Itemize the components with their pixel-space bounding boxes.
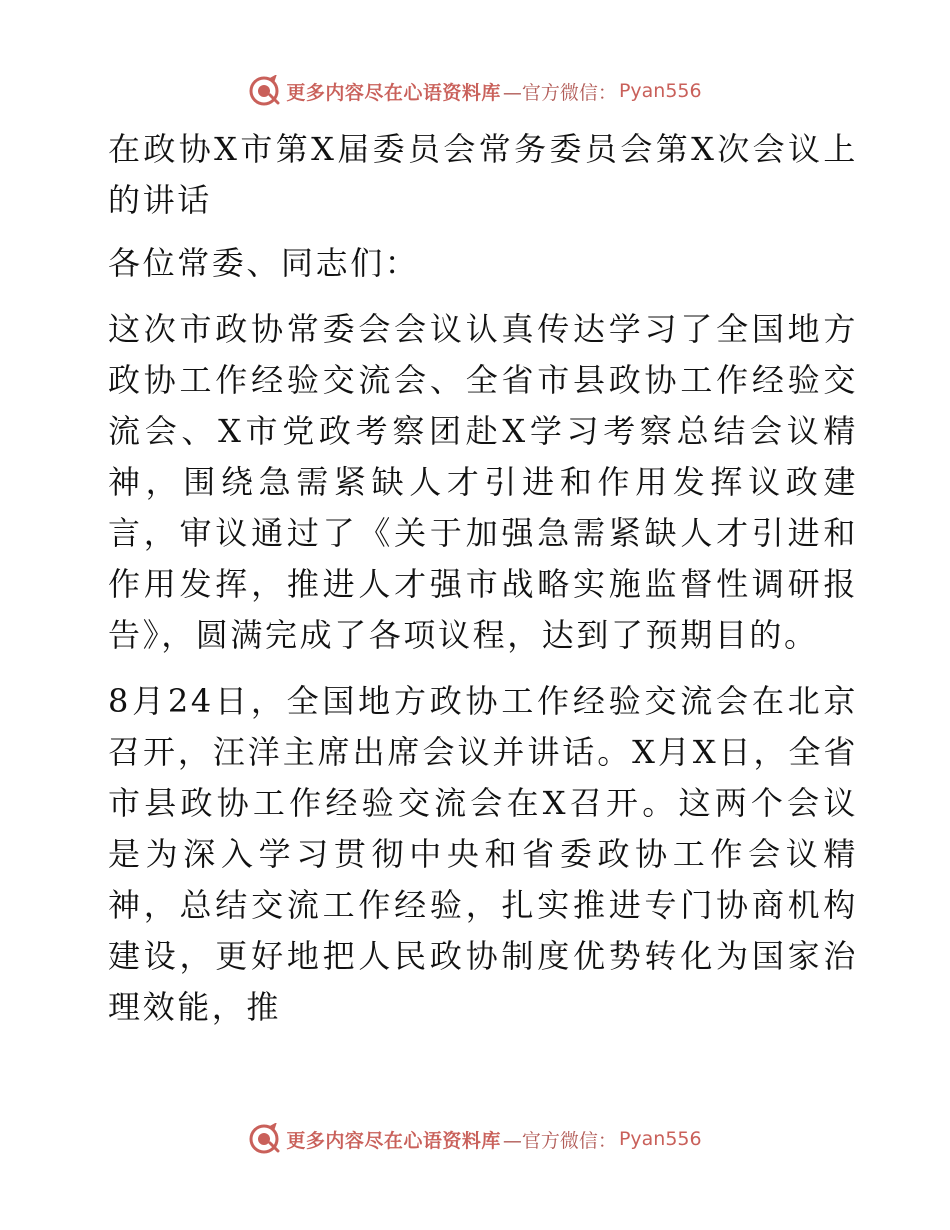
watermark-official-label: —官方微信： — [502, 1129, 617, 1152]
watermark-official-label: —官方微信： — [502, 81, 617, 104]
salutation: 各位常委、同志们： — [108, 244, 420, 282]
watermark-account-id: Pyan556 — [618, 80, 702, 102]
document-title: 在政协X市第X届委员会常务委员会第X次会议上的讲话 — [108, 130, 858, 219]
paragraph-1: 这次市政协常委会会议认真传达学习了全国地方政协工作经验交流会、全省市县政协工作经验交流会、X市党政考察团赴X学习考察总结会议精神，围绕急需紧缺人才引进和作用发挥议政建言，审议通过了《关于加强急需紧缺人才引进和作用发挥，推进人才强市战略实施监督性调研报告》，圆满完成了各项议程，达到了预期目的。 — [108, 310, 858, 654]
document-body — [98, 124, 858, 1048]
header-watermark-banner — [0, 71, 950, 111]
paragraph-2: 8月24日，全国地方政协工作经验交流会在北京召开，汪洋主席出席会议并讲话。X月X日，全省市县政协工作经验交流会在X召开。这两个会议是为深入学习贯彻中央和省委政协工作会议精神，总结交流工作经验，扎实推进专门协商机构建设，更好地把人民政协制度优势转化为国家治理效能，推 — [108, 682, 858, 1026]
watermark-brand-text: 更多内容尽在心语资料库 — [286, 81, 501, 104]
watermark-account-id: Pyan556 — [618, 1128, 702, 1150]
brush-circle-logo-icon — [248, 75, 280, 107]
brush-circle-logo-icon — [248, 1123, 280, 1155]
watermark-brand-text: 更多内容尽在心语资料库 — [286, 1129, 501, 1152]
footer-watermark-banner — [0, 1119, 950, 1159]
